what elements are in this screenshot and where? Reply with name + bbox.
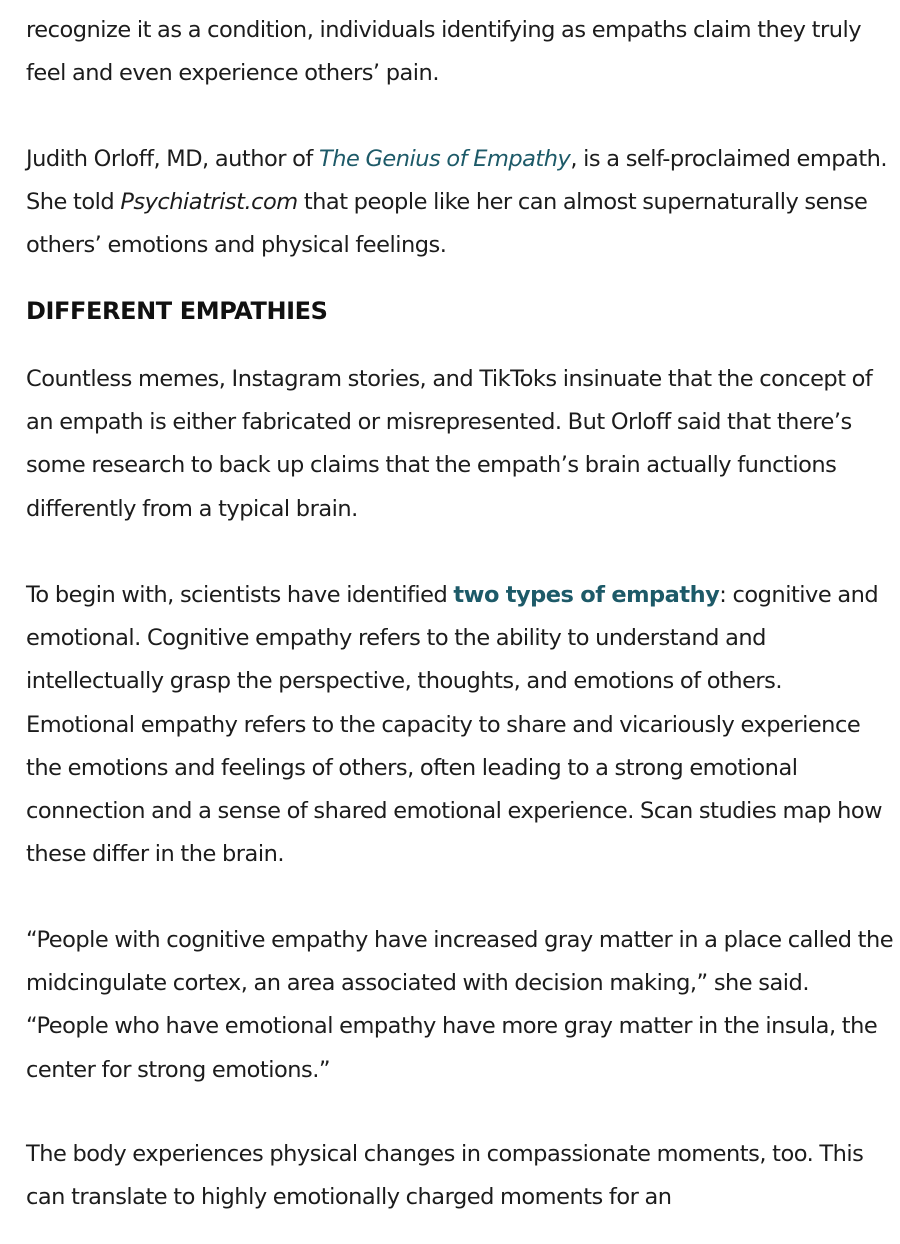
paragraph-text: Judith Orloff, MD, author of <box>26 146 319 172</box>
paragraph-judith-orloff <box>26 138 894 268</box>
paragraph-text: , is a self-proclaimed empath. She told <box>26 146 888 216</box>
paragraph-physical-changes: The body experiences physical changes in compassionate moments, too. This can translate to highly emotionally charged moments for an <box>26 1141 864 1211</box>
paragraph-quote: “People with cognitive empathy have increased gray matter in a place called the midcingulate cortex, an area associated with decision making,” she said. “People who have emotional empathy have more gray matter in the insula, the center for strong emotions.” <box>26 927 894 1083</box>
paragraph-text: To begin with, scientists have identified <box>26 582 454 608</box>
book-title: The Genius of Empathy <box>318 146 571 172</box>
paragraph-text: that people like her can almost supernaturally sense others’ emotions and physical feelings. <box>26 189 868 259</box>
paragraph-memes: Countless memes, Instagram stories, and TikToks insinuate that the concept of an empath is either fabricated or misrepresented. But Orloff said that there’s some research to back up claims that the empath’s brain actually functions differently from a typical brain. <box>26 366 873 522</box>
paragraph-types-of-empathy <box>26 574 894 876</box>
publication-name: Psychiatrist.com <box>120 189 298 216</box>
two-types-of-empathy-link[interactable]: two types of empathy <box>453 582 720 608</box>
paragraph-text: : cognitive and emotional. Cognitive empathy refers to the ability to understand and intellectually grasp the perspective, thoughts, and emotions of others. Emotional empathy refers to the capacity to share and vicariously experience the emotions and feelings of others, often leading to a strong emotional connection and a sense of shared emotional experience. Scan studies map how these differ in the brain. <box>26 582 883 868</box>
section-heading: DIFFERENT EMPATHIES <box>26 297 328 325</box>
paragraph-empath-claims: recognize it as a condition, individuals identifying as empaths claim they truly feel and even experience others’ pain. <box>26 17 862 87</box>
